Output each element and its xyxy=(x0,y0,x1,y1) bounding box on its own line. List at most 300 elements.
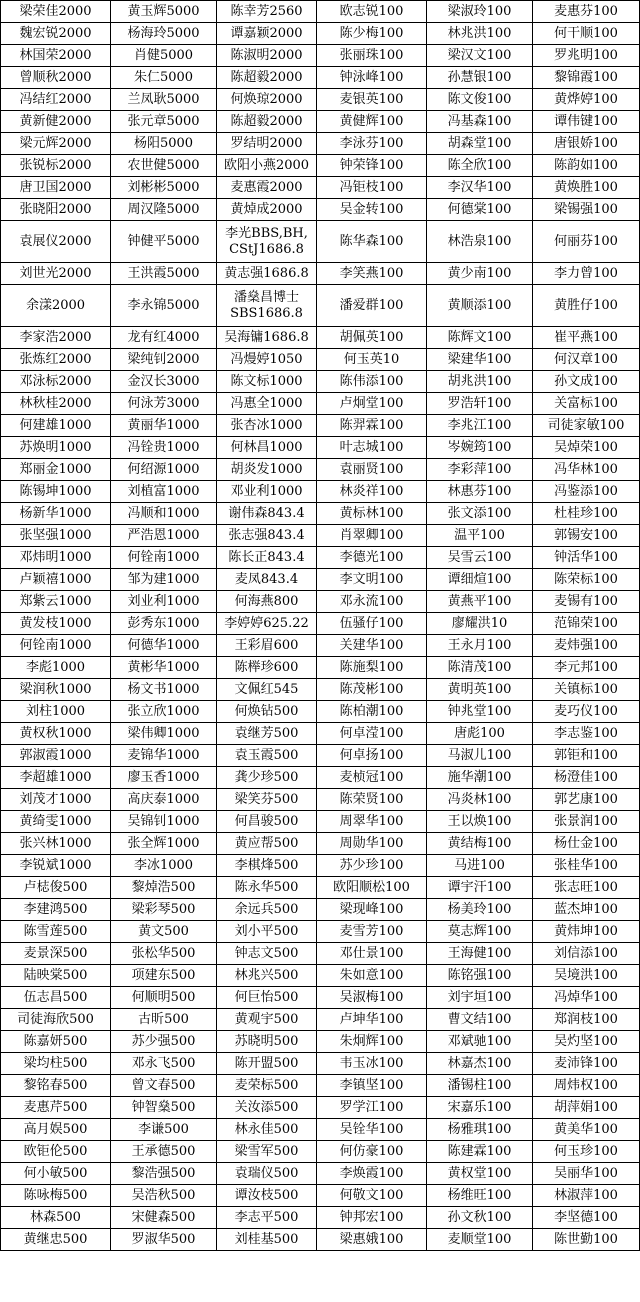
donor-cell: 黄丽华1000 xyxy=(111,415,217,437)
donor-cell: 张立欣1000 xyxy=(111,701,217,723)
donor-cell: 李家浩2000 xyxy=(1,327,111,349)
table-row xyxy=(1,1163,640,1185)
donor-cell: 李锐斌1000 xyxy=(1,855,111,877)
donor-cell: 何玉珍100 xyxy=(533,1141,640,1163)
donor-cell: 高月娱500 xyxy=(1,1119,111,1141)
table-row xyxy=(1,1119,640,1141)
donor-cell: 刘业利1000 xyxy=(111,591,217,613)
donor-cell: 莫志辉100 xyxy=(427,921,533,943)
donor-cell: 陈世勤100 xyxy=(533,1229,640,1251)
donor-cell: 岑婉筠100 xyxy=(427,437,533,459)
donor-cell: 李婷婷625.22 xyxy=(217,613,317,635)
donor-cell: 李文明100 xyxy=(317,569,427,591)
donor-cell: 郭淑霞1000 xyxy=(1,745,111,767)
donor-cell: 林国荣2000 xyxy=(1,45,111,67)
donor-cell: 梁惠娥100 xyxy=(317,1229,427,1251)
donor-cell: 冯鉴添100 xyxy=(533,481,640,503)
table-row xyxy=(1,613,640,635)
donor-cell: 杨澄佳100 xyxy=(533,767,640,789)
donor-cell: 李泳芬100 xyxy=(317,133,427,155)
donor-cell: 陈幸芳2560 xyxy=(217,1,317,23)
donor-cell: 李彪1000 xyxy=(1,657,111,679)
donor-cell: 张丽珠100 xyxy=(317,45,427,67)
table-row xyxy=(1,45,640,67)
donor-cell: 钟荣锋100 xyxy=(317,155,427,177)
donor-cell: 何铨南1000 xyxy=(1,635,111,657)
donor-cell: 杨阳5000 xyxy=(111,133,217,155)
donor-cell: 梁现峰100 xyxy=(317,899,427,921)
donor-cell: 王彩眉600 xyxy=(217,635,317,657)
table-row xyxy=(1,767,640,789)
donor-cell: 梁均柱500 xyxy=(1,1053,111,1075)
donor-cell: 钟兆堂100 xyxy=(427,701,533,723)
donor-cell: 李坚德100 xyxy=(533,1207,640,1229)
donor-cell: 黄燕平100 xyxy=(427,591,533,613)
donor-cell: 刘植富1000 xyxy=(111,481,217,503)
donor-cell: 林嘉杰100 xyxy=(427,1053,533,1075)
donor-cell: 杨雅琪100 xyxy=(427,1119,533,1141)
donor-cell: 吴锦钊1000 xyxy=(111,811,217,833)
donor-cell: 廖玉香1000 xyxy=(111,767,217,789)
donor-cell: 何仿豪100 xyxy=(317,1141,427,1163)
donor-cell: 李棋烽500 xyxy=(217,855,317,877)
donor-cell: 袁继芳500 xyxy=(217,723,317,745)
donor-cell: 冯炎林100 xyxy=(427,789,533,811)
donor-cell: 麦惠霞2000 xyxy=(217,177,317,199)
donor-cell: 卢颖禧1000 xyxy=(1,569,111,591)
donor-cell: 杜桂珍100 xyxy=(533,503,640,525)
donor-cell: 冯铨贵1000 xyxy=(111,437,217,459)
donor-cell: 钟邦宏100 xyxy=(317,1207,427,1229)
donor-cell: 黄明英100 xyxy=(427,679,533,701)
donor-cell: 林秋桂2000 xyxy=(1,393,111,415)
donor-cell: 卢炯堂100 xyxy=(317,393,427,415)
donor-cell: 刘世光2000 xyxy=(1,263,111,285)
donor-cell: 黄标林100 xyxy=(317,503,427,525)
donor-cell: 古昕500 xyxy=(111,1009,217,1031)
donor-cell: 唐银娇100 xyxy=(533,133,640,155)
donor-cell: 吴灼坚100 xyxy=(533,1031,640,1053)
donor-cell: 张锐标2000 xyxy=(1,155,111,177)
donor-cell: 苏少珍100 xyxy=(317,855,427,877)
donor-cell: 唐彪100 xyxy=(427,723,533,745)
donor-cell: 高庆泰1000 xyxy=(111,789,217,811)
table-row xyxy=(1,221,640,263)
donor-cell: 黎锦霞100 xyxy=(533,67,640,89)
donor-cell: 冯焯华100 xyxy=(533,987,640,1009)
table-row xyxy=(1,789,640,811)
donor-cell: 何德棠100 xyxy=(427,199,533,221)
donor-cell: 麦顺堂100 xyxy=(427,1229,533,1251)
donor-cell: 潘锡柱100 xyxy=(427,1075,533,1097)
donor-cell: 朱仁5000 xyxy=(111,67,217,89)
donor-cell: 张坚强1000 xyxy=(1,525,111,547)
donor-cell: 何巨怡500 xyxy=(217,987,317,1009)
table-row xyxy=(1,437,640,459)
donor-cell: 冯熳婷1050 xyxy=(217,349,317,371)
donor-cell: 吴金转100 xyxy=(317,199,427,221)
donor-cell: 潘爱群100 xyxy=(317,285,427,327)
donor-cell: 司徒家敏100 xyxy=(533,415,640,437)
donor-cell: 张杏冰1000 xyxy=(217,415,317,437)
donor-cell: 黄焕胜100 xyxy=(533,177,640,199)
donor-cell: 黎焯浩500 xyxy=(111,877,217,899)
donor-cell: 梁笑芬500 xyxy=(217,789,317,811)
donor-cell: 陈清茂100 xyxy=(427,657,533,679)
donor-cell: 钟智燊500 xyxy=(111,1097,217,1119)
table-row xyxy=(1,1185,640,1207)
donor-cell: 袁瑞仪500 xyxy=(217,1163,317,1185)
donor-cell: 陈全欣100 xyxy=(427,155,533,177)
donor-cell: 杨海玲5000 xyxy=(111,23,217,45)
donor-cell: 黎浩强500 xyxy=(111,1163,217,1185)
donor-cell: 张志旺100 xyxy=(533,877,640,899)
donor-cell: 邓永飞500 xyxy=(111,1053,217,1075)
donor-cell: 李谦500 xyxy=(111,1119,217,1141)
table-row xyxy=(1,591,640,613)
table-row xyxy=(1,1229,640,1251)
table-row xyxy=(1,199,640,221)
donor-cell: 施华潮100 xyxy=(427,767,533,789)
donor-cell: 陈建霖100 xyxy=(427,1141,533,1163)
donor-cell: 陈超毅2000 xyxy=(217,67,317,89)
donor-cell: 张炼红2000 xyxy=(1,349,111,371)
donor-cell: 何顺明500 xyxy=(111,987,217,1009)
donor-cell: 项建东500 xyxy=(111,965,217,987)
donor-cell: 伍骚仔100 xyxy=(317,613,427,635)
table-row xyxy=(1,899,640,921)
donor-cell: 兰凤耿5000 xyxy=(111,89,217,111)
donor-cell: 谭细煊100 xyxy=(427,569,533,591)
donor-cell: 刘信添100 xyxy=(533,943,640,965)
donor-cell: 刘小平500 xyxy=(217,921,317,943)
donor-cell: 谭汝枝500 xyxy=(217,1185,317,1207)
donor-cell: 李志鉴100 xyxy=(533,723,640,745)
donor-cell: 梁润秋1000 xyxy=(1,679,111,701)
donor-cell: 李冰1000 xyxy=(111,855,217,877)
donor-cell: 谭伟键100 xyxy=(533,111,640,133)
donor-cell: 邓炜明1000 xyxy=(1,547,111,569)
table-row xyxy=(1,327,640,349)
donor-cell: 谭嘉颖2000 xyxy=(217,23,317,45)
donor-cell: 张志强843.4 xyxy=(217,525,317,547)
donor-cell: 杨新华1000 xyxy=(1,503,111,525)
donor-cell: 梁锡强100 xyxy=(533,199,640,221)
donor-cell: 伍志昌500 xyxy=(1,987,111,1009)
donor-cell: 黄健辉100 xyxy=(317,111,427,133)
donor-cell: 黄烨婷100 xyxy=(533,89,640,111)
donor-cell: 陆映棠500 xyxy=(1,965,111,987)
table-row xyxy=(1,1053,640,1075)
donor-cell: 陈超毅2000 xyxy=(217,111,317,133)
donor-cell: 张桂华100 xyxy=(533,855,640,877)
donor-cell: 何小敏500 xyxy=(1,1163,111,1185)
donor-cell: 朱炯辉100 xyxy=(317,1031,427,1053)
donor-cell: 梁纯钊2000 xyxy=(111,349,217,371)
donor-cell: 关建华100 xyxy=(317,635,427,657)
donor-cell: 陈荣标100 xyxy=(533,569,640,591)
donor-cell: 梁汉文100 xyxy=(427,45,533,67)
donor-cell: 钟泳峰100 xyxy=(317,67,427,89)
donor-cell: 梁彩琴500 xyxy=(111,899,217,921)
donor-cell: 黄结梅100 xyxy=(427,833,533,855)
table-row xyxy=(1,481,640,503)
donor-cell: 梁雪军500 xyxy=(217,1141,317,1163)
table-row xyxy=(1,965,640,987)
donor-cell: 林浩泉100 xyxy=(427,221,533,263)
table-row xyxy=(1,1097,640,1119)
donor-cell: 黄绮雯1000 xyxy=(1,811,111,833)
donor-cell: 余远兵500 xyxy=(217,899,317,921)
donor-cell: 何丽芬100 xyxy=(533,221,640,263)
table-row xyxy=(1,701,640,723)
table-row xyxy=(1,921,640,943)
donor-cell: 吴境洪100 xyxy=(533,965,640,987)
donor-cell: 黄彬华1000 xyxy=(111,657,217,679)
donor-cell: 金汉长3000 xyxy=(111,371,217,393)
donor-cell: 吴铨华100 xyxy=(317,1119,427,1141)
donor-cell: 范锦荣100 xyxy=(533,613,640,635)
donor-cell: 张晓阳2000 xyxy=(1,199,111,221)
donor-cell: 崔平燕100 xyxy=(533,327,640,349)
table-row xyxy=(1,987,640,1009)
donor-cell: 陈少梅100 xyxy=(317,23,427,45)
table-row xyxy=(1,547,640,569)
donor-cell: 钟志文500 xyxy=(217,943,317,965)
donor-cell: 陈伟添100 xyxy=(317,371,427,393)
donor-cell: 梁建华100 xyxy=(427,349,533,371)
table-row xyxy=(1,111,640,133)
donor-cell: 李永锦5000 xyxy=(111,285,217,327)
donor-cell: 黄玉辉5000 xyxy=(111,1,217,23)
donor-cell: 邓泳标2000 xyxy=(1,371,111,393)
donor-cell: 韦玉冰100 xyxy=(317,1053,427,1075)
table-row xyxy=(1,133,640,155)
donor-cell: 黄观宇500 xyxy=(217,1009,317,1031)
donor-cell: 谢伟森843.4 xyxy=(217,503,317,525)
donor-cell: 李笑燕100 xyxy=(317,263,427,285)
table-row xyxy=(1,371,640,393)
table-row xyxy=(1,855,640,877)
donor-cell: 陈开盟500 xyxy=(217,1053,317,1075)
donor-cell: 陈荣贤100 xyxy=(317,789,427,811)
donor-cell: 林森500 xyxy=(1,1207,111,1229)
donor-cell: 罗浩轩100 xyxy=(427,393,533,415)
donor-cell: 曾文春500 xyxy=(111,1075,217,1097)
donor-cell: 龚少珍500 xyxy=(217,767,317,789)
donor-cell: 郑紫云1000 xyxy=(1,591,111,613)
donor-cell: 陈雪莲500 xyxy=(1,921,111,943)
donor-cell: 麦沛锋100 xyxy=(533,1053,640,1075)
donor-cell: 陈茂彬100 xyxy=(317,679,427,701)
donor-cell: 王海健100 xyxy=(427,943,533,965)
donor-cell: 黄顺添100 xyxy=(427,285,533,327)
table-row xyxy=(1,459,640,481)
donor-cell: 肖翠卿100 xyxy=(317,525,427,547)
donor-cell: 杨维旺100 xyxy=(427,1185,533,1207)
table-row xyxy=(1,1207,640,1229)
donor-cell: 叶志城100 xyxy=(317,437,427,459)
donor-cell: 欧志锐100 xyxy=(317,1,427,23)
donor-cell: 林淑萍100 xyxy=(533,1185,640,1207)
table-row xyxy=(1,349,640,371)
donor-cell: 黄权秋1000 xyxy=(1,723,111,745)
donor-cell: 陈施梨100 xyxy=(317,657,427,679)
donor-cell: 冯基森100 xyxy=(427,111,533,133)
table-row xyxy=(1,525,640,547)
donor-cell: 李力曾100 xyxy=(533,263,640,285)
donor-cell: 罗兆明100 xyxy=(533,45,640,67)
donor-cell: 李焕霞100 xyxy=(317,1163,427,1185)
donor-cell: 李彩萍100 xyxy=(427,459,533,481)
donor-cell: 何玉英10 xyxy=(317,349,427,371)
donor-cell: 李建鸿500 xyxy=(1,899,111,921)
donor-cell: 罗学江100 xyxy=(317,1097,427,1119)
donor-cell: 李元邦100 xyxy=(533,657,640,679)
table-row xyxy=(1,833,640,855)
table-row xyxy=(1,1075,640,1097)
donor-cell: 郭艺康100 xyxy=(533,789,640,811)
table-row xyxy=(1,155,640,177)
donor-cell: 吴海镛1686.8 xyxy=(217,327,317,349)
donor-cell: 陈羿霖100 xyxy=(317,415,427,437)
donor-cell: 张文添100 xyxy=(427,503,533,525)
donor-cell: 冯顺和1000 xyxy=(111,503,217,525)
donor-cell: 司徒海欣500 xyxy=(1,1009,111,1031)
donor-cell: 何昌骏500 xyxy=(217,811,317,833)
donor-cell: 何干顺100 xyxy=(533,23,640,45)
donor-cell: 胡萍娟100 xyxy=(533,1097,640,1119)
donor-cell: 何汉章100 xyxy=(533,349,640,371)
donor-cell: 何卓扬100 xyxy=(317,745,427,767)
donor-cell: 袁丽贤100 xyxy=(317,459,427,481)
donor-cell: 吴淑梅100 xyxy=(317,987,427,1009)
donor-cell: 郑润枝100 xyxy=(533,1009,640,1031)
donor-cell: 魏宏锐2000 xyxy=(1,23,111,45)
donor-cell: 梁元辉2000 xyxy=(1,133,111,155)
donor-cell: 麦锦华1000 xyxy=(111,745,217,767)
donor-cell: 杨美玲100 xyxy=(427,899,533,921)
donor-cell: 黄应帮500 xyxy=(217,833,317,855)
donor-cell: 欧钜伦500 xyxy=(1,1141,111,1163)
donor-cell: 袁玉霞500 xyxy=(217,745,317,767)
donor-cell: 黄继忠500 xyxy=(1,1229,111,1251)
donor-cell: 冯钜枝100 xyxy=(317,177,427,199)
donor-cell: 邓斌驰100 xyxy=(427,1031,533,1053)
donor-cell: 李光BBS,BH, CStJ1686.8 xyxy=(217,221,317,263)
donor-cell: 黄发枝1000 xyxy=(1,613,111,635)
donor-cell: 龙有红4000 xyxy=(111,327,217,349)
donor-cell: 马淑儿100 xyxy=(427,745,533,767)
donor-cell: 杨仕金100 xyxy=(533,833,640,855)
donor-cell: 冯华林100 xyxy=(533,459,640,481)
table-row xyxy=(1,503,640,525)
table-row xyxy=(1,745,640,767)
donor-cell: 刘柱1000 xyxy=(1,701,111,723)
donor-cell: 廖耀洪10 xyxy=(427,613,533,635)
donor-cell: 张元章5000 xyxy=(111,111,217,133)
donor-cell: 林兆洪100 xyxy=(427,23,533,45)
donor-cell: 关镇标100 xyxy=(533,679,640,701)
donor-cell: 邓永流100 xyxy=(317,591,427,613)
donor-cell: 欧阳小燕2000 xyxy=(217,155,317,177)
donor-cell: 梁淑玲100 xyxy=(427,1,533,23)
donor-cell: 何敬文100 xyxy=(317,1185,427,1207)
donor-cell: 罗结明2000 xyxy=(217,133,317,155)
donor-cell: 郭钜和100 xyxy=(533,745,640,767)
donor-cell: 苏晓明500 xyxy=(217,1031,317,1053)
donor-cell: 林炎祥100 xyxy=(317,481,427,503)
donor-cell: 陈文俊100 xyxy=(427,89,533,111)
donor-cell: 张全辉1000 xyxy=(111,833,217,855)
donor-cell: 钟活华100 xyxy=(533,547,640,569)
table-row xyxy=(1,569,640,591)
donor-cell: 蓝杰坤100 xyxy=(533,899,640,921)
donor-cell: 吴浩秋500 xyxy=(111,1185,217,1207)
donor-cell: 朱如意100 xyxy=(317,965,427,987)
donor-cell: 曹文结100 xyxy=(427,1009,533,1031)
table-row xyxy=(1,943,640,965)
donor-cell: 孙慧银100 xyxy=(427,67,533,89)
donor-cell: 麦雪芳100 xyxy=(317,921,427,943)
donor-cell: 苏少强500 xyxy=(111,1031,217,1053)
donor-cell: 陈铭强100 xyxy=(427,965,533,987)
table-row xyxy=(1,1141,640,1163)
donor-cell: 黄焯成2000 xyxy=(217,199,317,221)
donor-cell: 林惠芬100 xyxy=(427,481,533,503)
donor-cell: 邓业利1000 xyxy=(217,481,317,503)
donor-cell: 黄胜仔100 xyxy=(533,285,640,327)
donor-cell: 林兆兴500 xyxy=(217,965,317,987)
donor-cell: 曾顺秋2000 xyxy=(1,67,111,89)
donor-cell: 农世健5000 xyxy=(111,155,217,177)
table-row xyxy=(1,89,640,111)
donor-cell: 黄新健2000 xyxy=(1,111,111,133)
donor-cell: 周炜权100 xyxy=(533,1075,640,1097)
donor-cell: 何铨南1000 xyxy=(111,547,217,569)
donor-cell: 邓仕景100 xyxy=(317,943,427,965)
donor-cell: 黄炜坤100 xyxy=(533,921,640,943)
donor-cell: 陈咏梅500 xyxy=(1,1185,111,1207)
donor-cell: 陈辉文100 xyxy=(427,327,533,349)
donor-cell: 麦荣标500 xyxy=(217,1075,317,1097)
donor-cell: 严浩恩1000 xyxy=(111,525,217,547)
donor-cell: 何林昌1000 xyxy=(217,437,317,459)
donor-cell: 卢梽俊500 xyxy=(1,877,111,899)
donor-cell: 麦惠芹500 xyxy=(1,1097,111,1119)
donor-cell: 卢坤华100 xyxy=(317,1009,427,1031)
donor-cell: 黎铭春500 xyxy=(1,1075,111,1097)
donor-cell: 彭秀东1000 xyxy=(111,613,217,635)
donor-cell: 黄少南100 xyxy=(427,263,533,285)
donor-cell: 袁展仪2000 xyxy=(1,221,111,263)
donor-cell: 林永佳500 xyxy=(217,1119,317,1141)
donor-cell: 关富标100 xyxy=(533,393,640,415)
table-row xyxy=(1,723,640,745)
donor-cell: 苏焕明1000 xyxy=(1,437,111,459)
donor-cell: 文佩红545 xyxy=(217,679,317,701)
donor-cell: 郑丽金1000 xyxy=(1,459,111,481)
donor-cell: 何德华1000 xyxy=(111,635,217,657)
donor-list-body xyxy=(1,1,640,1251)
donor-cell: 陈嘉妍500 xyxy=(1,1031,111,1053)
table-row xyxy=(1,263,640,285)
donor-cell: 王永月100 xyxy=(427,635,533,657)
donor-cell: 王洪霞5000 xyxy=(111,263,217,285)
donor-cell: 胡佩英100 xyxy=(317,327,427,349)
donor-cell: 何泳芳3000 xyxy=(111,393,217,415)
donor-cell: 潘燊昌博士 SBS1686.8 xyxy=(217,285,317,327)
